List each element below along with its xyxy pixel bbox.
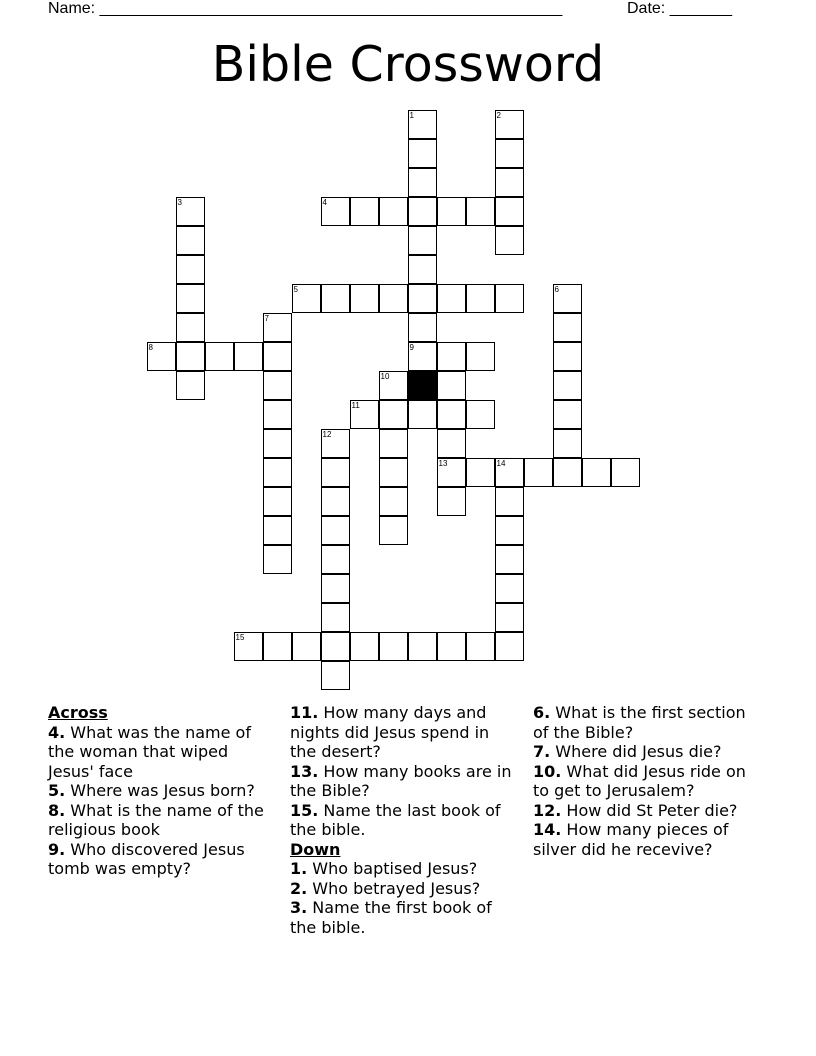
down-clue-list [290, 859, 520, 937]
crossword-cell[interactable] [379, 400, 408, 429]
date-line: _______ [669, 0, 732, 17]
crossword-cell[interactable] [263, 371, 292, 400]
page-title: Bible Crossword [211, 36, 605, 93]
crossword-cell[interactable] [408, 632, 437, 661]
clue-item [290, 762, 520, 801]
crossword-cell[interactable] [553, 429, 582, 458]
crossword-cell[interactable] [321, 516, 350, 545]
clue-number: 2. [290, 878, 308, 898]
crossword-cell[interactable] [263, 632, 292, 661]
crossword-cell[interactable] [495, 197, 524, 226]
clue-number: 5 [293, 284, 298, 294]
clue-number: 6 [554, 284, 559, 294]
crossword-cell[interactable] [379, 516, 408, 545]
crossword-cell[interactable] [292, 284, 321, 313]
clue-number: 4 [322, 197, 327, 207]
clue-number: 7 [264, 313, 269, 323]
crossword-cell[interactable] [379, 458, 408, 487]
crossword-cell[interactable] [321, 197, 350, 226]
crossword-cell[interactable] [408, 168, 437, 197]
crossword-cell[interactable] [495, 110, 524, 139]
clue-number: 12. [533, 800, 562, 820]
clue-item [533, 703, 763, 742]
clue-item [48, 840, 278, 879]
crossword-cell[interactable] [263, 429, 292, 458]
clue-number: 8 [148, 342, 153, 352]
clue-text: What was the name of the woman that wiped Jesus' face [48, 722, 251, 781]
crossword-cell[interactable] [466, 400, 495, 429]
clue-number: 14 [496, 458, 506, 468]
clue-text: What is the first section of the Bible? [533, 703, 746, 742]
crossword-cell[interactable] [495, 139, 524, 168]
crossword-cell[interactable] [263, 545, 292, 574]
crossword-cell[interactable] [408, 139, 437, 168]
clues-column-1 [48, 703, 278, 879]
crossword-cell[interactable] [176, 371, 205, 400]
clue-text: Who discovered Jesus tomb was empty? [48, 839, 245, 878]
clue-item [290, 879, 520, 899]
crossword-cell[interactable] [379, 197, 408, 226]
crossword-cell[interactable] [205, 342, 234, 371]
clue-item [533, 801, 763, 821]
clue-text: Name the last book of the bible. [290, 800, 501, 839]
clue-number: 13 [438, 458, 448, 468]
clue-text: How many pieces of silver did he recevive? [533, 820, 729, 859]
crossword-cell[interactable] [263, 313, 292, 342]
crossword-cell[interactable] [379, 632, 408, 661]
crossword-cell[interactable] [437, 197, 466, 226]
crossword-cell[interactable] [263, 458, 292, 487]
crossword-cell[interactable] [321, 574, 350, 603]
clue-item [533, 742, 763, 762]
crossword-cell[interactable] [437, 458, 466, 487]
crossword-cell[interactable] [176, 226, 205, 255]
crossword-cell[interactable] [495, 458, 524, 487]
crossword-cell[interactable] [495, 168, 524, 197]
crossword-cell[interactable] [495, 284, 524, 313]
crossword-cell[interactable] [408, 255, 437, 284]
down-heading: Down [290, 839, 341, 859]
crossword-cell[interactable] [379, 371, 408, 400]
crossword-cell[interactable] [321, 545, 350, 574]
clue-item [48, 723, 278, 782]
clue-number: 12 [322, 429, 332, 439]
crossword-cell[interactable] [321, 632, 350, 661]
crossword-cell[interactable] [263, 487, 292, 516]
across-clue-list [48, 723, 278, 879]
crossword-cell[interactable] [437, 487, 466, 516]
crossword-cell[interactable] [350, 284, 379, 313]
crossword-cell[interactable] [176, 313, 205, 342]
crossword-cell[interactable] [379, 487, 408, 516]
crossword-cell[interactable] [495, 487, 524, 516]
crossword-cell[interactable] [553, 371, 582, 400]
clue-number: 1. [290, 859, 308, 878]
clue-text: What is the name of the religious book [48, 800, 264, 839]
crossword-cell[interactable] [321, 458, 350, 487]
clue-number: 3 [177, 197, 182, 207]
clue-text: Where did Jesus die? [550, 742, 722, 761]
crossword-cell[interactable] [466, 458, 495, 487]
clue-item [290, 703, 520, 762]
clues-column-2 [290, 703, 520, 937]
crossword-cell[interactable] [553, 342, 582, 371]
crossword-cell[interactable] [437, 342, 466, 371]
crossword-cell[interactable] [321, 487, 350, 516]
date-label: Date: [627, 0, 666, 17]
clue-text: Who baptised Jesus? [307, 859, 478, 878]
crossword-cell[interactable] [176, 255, 205, 284]
clue-item [533, 820, 763, 859]
clue-number: 9 [409, 342, 414, 352]
crossword-cell[interactable] [379, 429, 408, 458]
name-label: Name: [48, 0, 96, 17]
crossword-cell[interactable] [437, 429, 466, 458]
crossword-cell[interactable] [234, 342, 263, 371]
crossword-cell[interactable] [408, 197, 437, 226]
clue-text: How did St Peter die? [561, 800, 738, 820]
crossword-cell[interactable] [292, 632, 321, 661]
crossword-cell[interactable] [524, 458, 553, 487]
crossword-cell[interactable] [263, 516, 292, 545]
crossword-cell[interactable] [553, 400, 582, 429]
clue-number: 1 [409, 110, 414, 120]
crossword-cell[interactable] [553, 284, 582, 313]
clue-item [290, 801, 520, 840]
clue-number: 10 [380, 371, 390, 381]
clue-number: 9. [48, 839, 66, 859]
clue-number: 4. [48, 722, 66, 742]
crossword-cell[interactable] [263, 400, 292, 429]
crossword-cell[interactable] [553, 313, 582, 342]
crossword-cell[interactable] [495, 603, 524, 632]
clue-number: 15 [235, 632, 245, 642]
crossword-cell[interactable] [408, 110, 437, 139]
down-clue-list-continued [533, 703, 763, 859]
clue-number: 15. [290, 800, 319, 820]
clue-item [533, 762, 763, 801]
crossword-cell[interactable] [437, 400, 466, 429]
crossword-cell[interactable] [321, 661, 350, 690]
crossword-cell[interactable] [495, 226, 524, 255]
crossword-cell[interactable] [147, 342, 176, 371]
crossword-cell[interactable] [553, 458, 582, 487]
clue-number: 11. [290, 703, 319, 722]
crossword-cell[interactable] [350, 197, 379, 226]
crossword-cell[interactable] [495, 516, 524, 545]
clue-text: Who betrayed Jesus? [307, 878, 481, 898]
clue-text: How many days and nights did Jesus spend in the desert? [290, 703, 490, 761]
crossword-cell[interactable] [234, 632, 263, 661]
crossword-cell[interactable] [263, 342, 292, 371]
across-heading: Across [48, 703, 108, 722]
crossword-cell[interactable] [611, 458, 640, 487]
clue-number: 2 [496, 110, 501, 120]
crossword-cell[interactable] [408, 284, 437, 313]
crossword-cell[interactable] [408, 342, 437, 371]
clue-number: 11 [351, 400, 360, 410]
clue-text: How many books are in the Bible? [290, 761, 512, 800]
clue-number: 14. [533, 820, 562, 839]
crossword-cell[interactable] [350, 400, 379, 429]
clue-number: 13. [290, 761, 319, 781]
crossword-cell[interactable] [321, 429, 350, 458]
crossword-cell[interactable] [466, 632, 495, 661]
clue-item [290, 898, 520, 937]
crossword-cell[interactable] [176, 342, 205, 371]
crossword-cell[interactable] [466, 197, 495, 226]
crossword-cell[interactable] [350, 632, 379, 661]
clue-number: 3. [290, 898, 308, 917]
crossword-cell[interactable] [408, 313, 437, 342]
clue-item [290, 859, 520, 879]
clues-column-3 [533, 703, 763, 859]
crossword-cell[interactable] [176, 197, 205, 226]
clue-number: 7. [533, 742, 551, 761]
crossword-cell[interactable] [437, 371, 466, 400]
crossword-cell[interactable] [379, 284, 408, 313]
crossword-cell[interactable] [495, 574, 524, 603]
clue-text: What did Jesus ride on to get to Jerusalem? [533, 761, 746, 800]
clue-number: 8. [48, 800, 66, 820]
clue-text: Name the first book of the bible. [290, 898, 492, 937]
crossword-cell[interactable] [437, 284, 466, 313]
crossword-cell[interactable] [495, 632, 524, 661]
crossword-cell[interactable] [321, 603, 350, 632]
crossword-cell[interactable] [408, 400, 437, 429]
clue-item [48, 801, 278, 840]
clue-number: 10. [533, 761, 562, 781]
crossword-cell[interactable] [495, 545, 524, 574]
crossword-cell[interactable] [582, 458, 611, 487]
crossword-cell[interactable] [466, 284, 495, 313]
clue-item [48, 781, 278, 801]
name-line: ____________________________________________________ [99, 0, 563, 17]
clue-number: 6. [533, 703, 551, 722]
clue-number: 5. [48, 781, 66, 800]
crossword-black-cell [408, 371, 437, 400]
crossword-cell[interactable] [408, 226, 437, 255]
crossword-cell[interactable] [321, 284, 350, 313]
crossword-cell[interactable] [176, 284, 205, 313]
crossword-cell[interactable] [466, 342, 495, 371]
clue-text: Where was Jesus born? [65, 781, 255, 800]
crossword-cell[interactable] [437, 632, 466, 661]
across-clue-list-continued [290, 703, 520, 840]
